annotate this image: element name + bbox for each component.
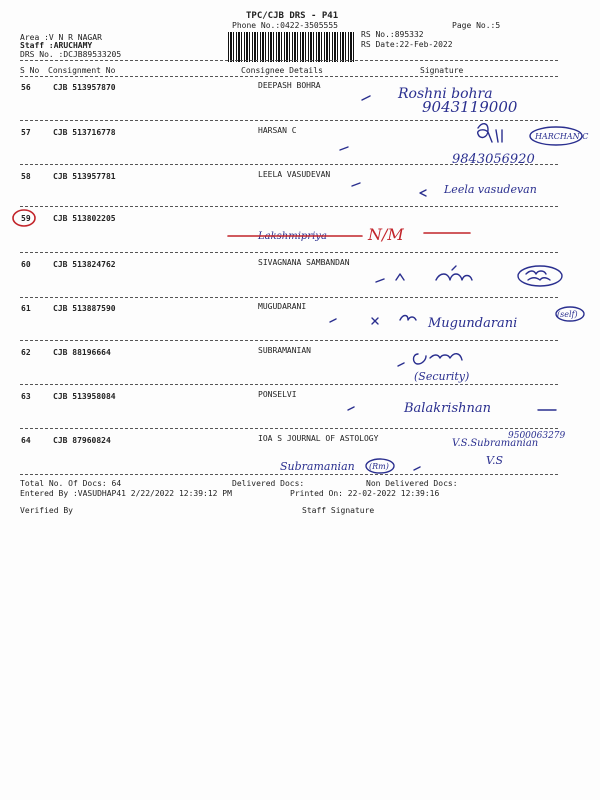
row-sno: 62 xyxy=(21,348,31,357)
tick-mark xyxy=(362,96,370,100)
row-sno: 56 xyxy=(21,83,31,92)
row-consignee: PONSELVI xyxy=(258,390,297,399)
rs-number: RS No.:895332 xyxy=(361,30,424,39)
handwritten-scribble xyxy=(478,124,502,142)
handwritten-phone: 9043119000 xyxy=(422,98,518,116)
handwritten-signature: HARCHAN C xyxy=(535,132,589,141)
col-consignment: Consignment No xyxy=(48,66,116,75)
row-sno: 64 xyxy=(21,436,31,445)
non-delivered-docs: Non Delivered Docs: xyxy=(366,479,458,488)
row-consignee: IOA S JOURNAL OF ASTOLOGY xyxy=(258,434,379,443)
red-circle-mark xyxy=(13,210,35,226)
tick-mark xyxy=(414,467,420,470)
handwritten-signature: V.S.Subramanian xyxy=(452,438,539,449)
red-mark-nm: N/M xyxy=(368,225,404,244)
tick-mark xyxy=(340,147,348,150)
row-consignment: CJB 87960824 xyxy=(53,436,111,445)
row-consignment: CJB 513887590 xyxy=(53,304,116,313)
phone-number: Phone No.:0422-3505555 xyxy=(232,21,338,30)
row-sno: 63 xyxy=(21,392,31,401)
total-docs: Total No. Of Docs: 64 xyxy=(20,479,122,488)
col-sno: S No xyxy=(20,66,40,75)
row-consignee: HARSAN C xyxy=(258,126,297,135)
row-consignment: CJB 513824762 xyxy=(53,260,116,269)
row-consignment: CJB 88196664 xyxy=(53,348,111,357)
row-sno: 57 xyxy=(21,128,31,137)
tick-mark xyxy=(420,190,426,196)
row-sno: 61 xyxy=(21,304,31,313)
row-consignee: SIVAGNANA SAMBANDAN xyxy=(258,258,350,267)
row-consignee: MUGUDARANI xyxy=(258,302,307,311)
handwritten-tag: (Rm) xyxy=(369,462,389,471)
row-consignee: SUBRAMANIAN xyxy=(258,346,311,355)
handwritten-scribble xyxy=(526,271,550,280)
entered-by: Entered By :VASUDHAP41 2/22/2022 12:39:12 PM xyxy=(20,489,232,498)
handwritten-signature: Mugundarani xyxy=(428,316,518,331)
tick-mark xyxy=(398,363,404,366)
handwritten-phone: 9500063279 xyxy=(508,431,566,441)
handwritten-initials: V.S xyxy=(486,454,504,467)
handwritten-note: (self) xyxy=(557,310,578,319)
row-consignee: LEELA VASUDEVAN xyxy=(258,170,331,179)
x-mark xyxy=(372,318,378,324)
handwritten-scribble xyxy=(400,316,416,321)
printed-on: Printed On: 22-02-2022 12:39:16 xyxy=(290,489,440,498)
row-consignment: CJB 513958084 xyxy=(53,392,116,401)
tick-mark xyxy=(396,274,404,280)
verified-by: Verified By xyxy=(20,506,73,515)
row-sno: 59 xyxy=(21,214,31,223)
row-consignment: CJB 513716778 xyxy=(53,128,116,137)
staff-label: Staff :ARUCHAMY xyxy=(20,41,93,50)
staff-signature: Staff Signature xyxy=(302,506,375,515)
handwritten-signer: Subramanian xyxy=(280,460,355,473)
handwritten-signature: Balakrishnan xyxy=(404,401,492,416)
row-consignment: CJB 513802205 xyxy=(53,214,116,223)
col-signature: Signature xyxy=(420,66,464,75)
row-consignment: CJB 513957781 xyxy=(53,172,116,181)
area-label: Area :V N R NAGAR xyxy=(20,33,102,42)
row-consignment: CJB 513957870 xyxy=(53,83,116,92)
handwritten-circle xyxy=(518,266,562,286)
row-consignee: DEEPASH BOHRA xyxy=(258,81,321,90)
row-consignee-handwritten: Lakshmipriya xyxy=(258,231,327,242)
tick-mark xyxy=(352,183,360,186)
handwritten-signature: Roshni bohra xyxy=(398,86,493,102)
handwritten-phone: 9843056920 xyxy=(452,152,535,167)
row-sno: 58 xyxy=(21,172,31,181)
delivered-docs: Delivered Docs: xyxy=(232,479,305,488)
doc-title: TPC/CJB DRS - P41 xyxy=(246,11,339,21)
drs-number: DRS No. :DCJB89533205 xyxy=(20,50,122,59)
col-consignee: Consignee Details xyxy=(241,66,323,75)
rs-date: RS Date:22-Feb-2022 xyxy=(361,40,453,49)
handwritten-signature: Leela vasudevan xyxy=(444,183,537,196)
handwritten-signature: (Security) xyxy=(414,370,470,383)
page-number: Page No.:5 xyxy=(452,21,501,30)
tick-mark xyxy=(376,279,384,282)
row-sno: 60 xyxy=(21,260,31,269)
handwritten-scribble xyxy=(436,266,472,280)
tick-mark xyxy=(330,319,336,322)
tick-mark xyxy=(348,407,354,410)
handwritten-scribble xyxy=(414,354,463,364)
